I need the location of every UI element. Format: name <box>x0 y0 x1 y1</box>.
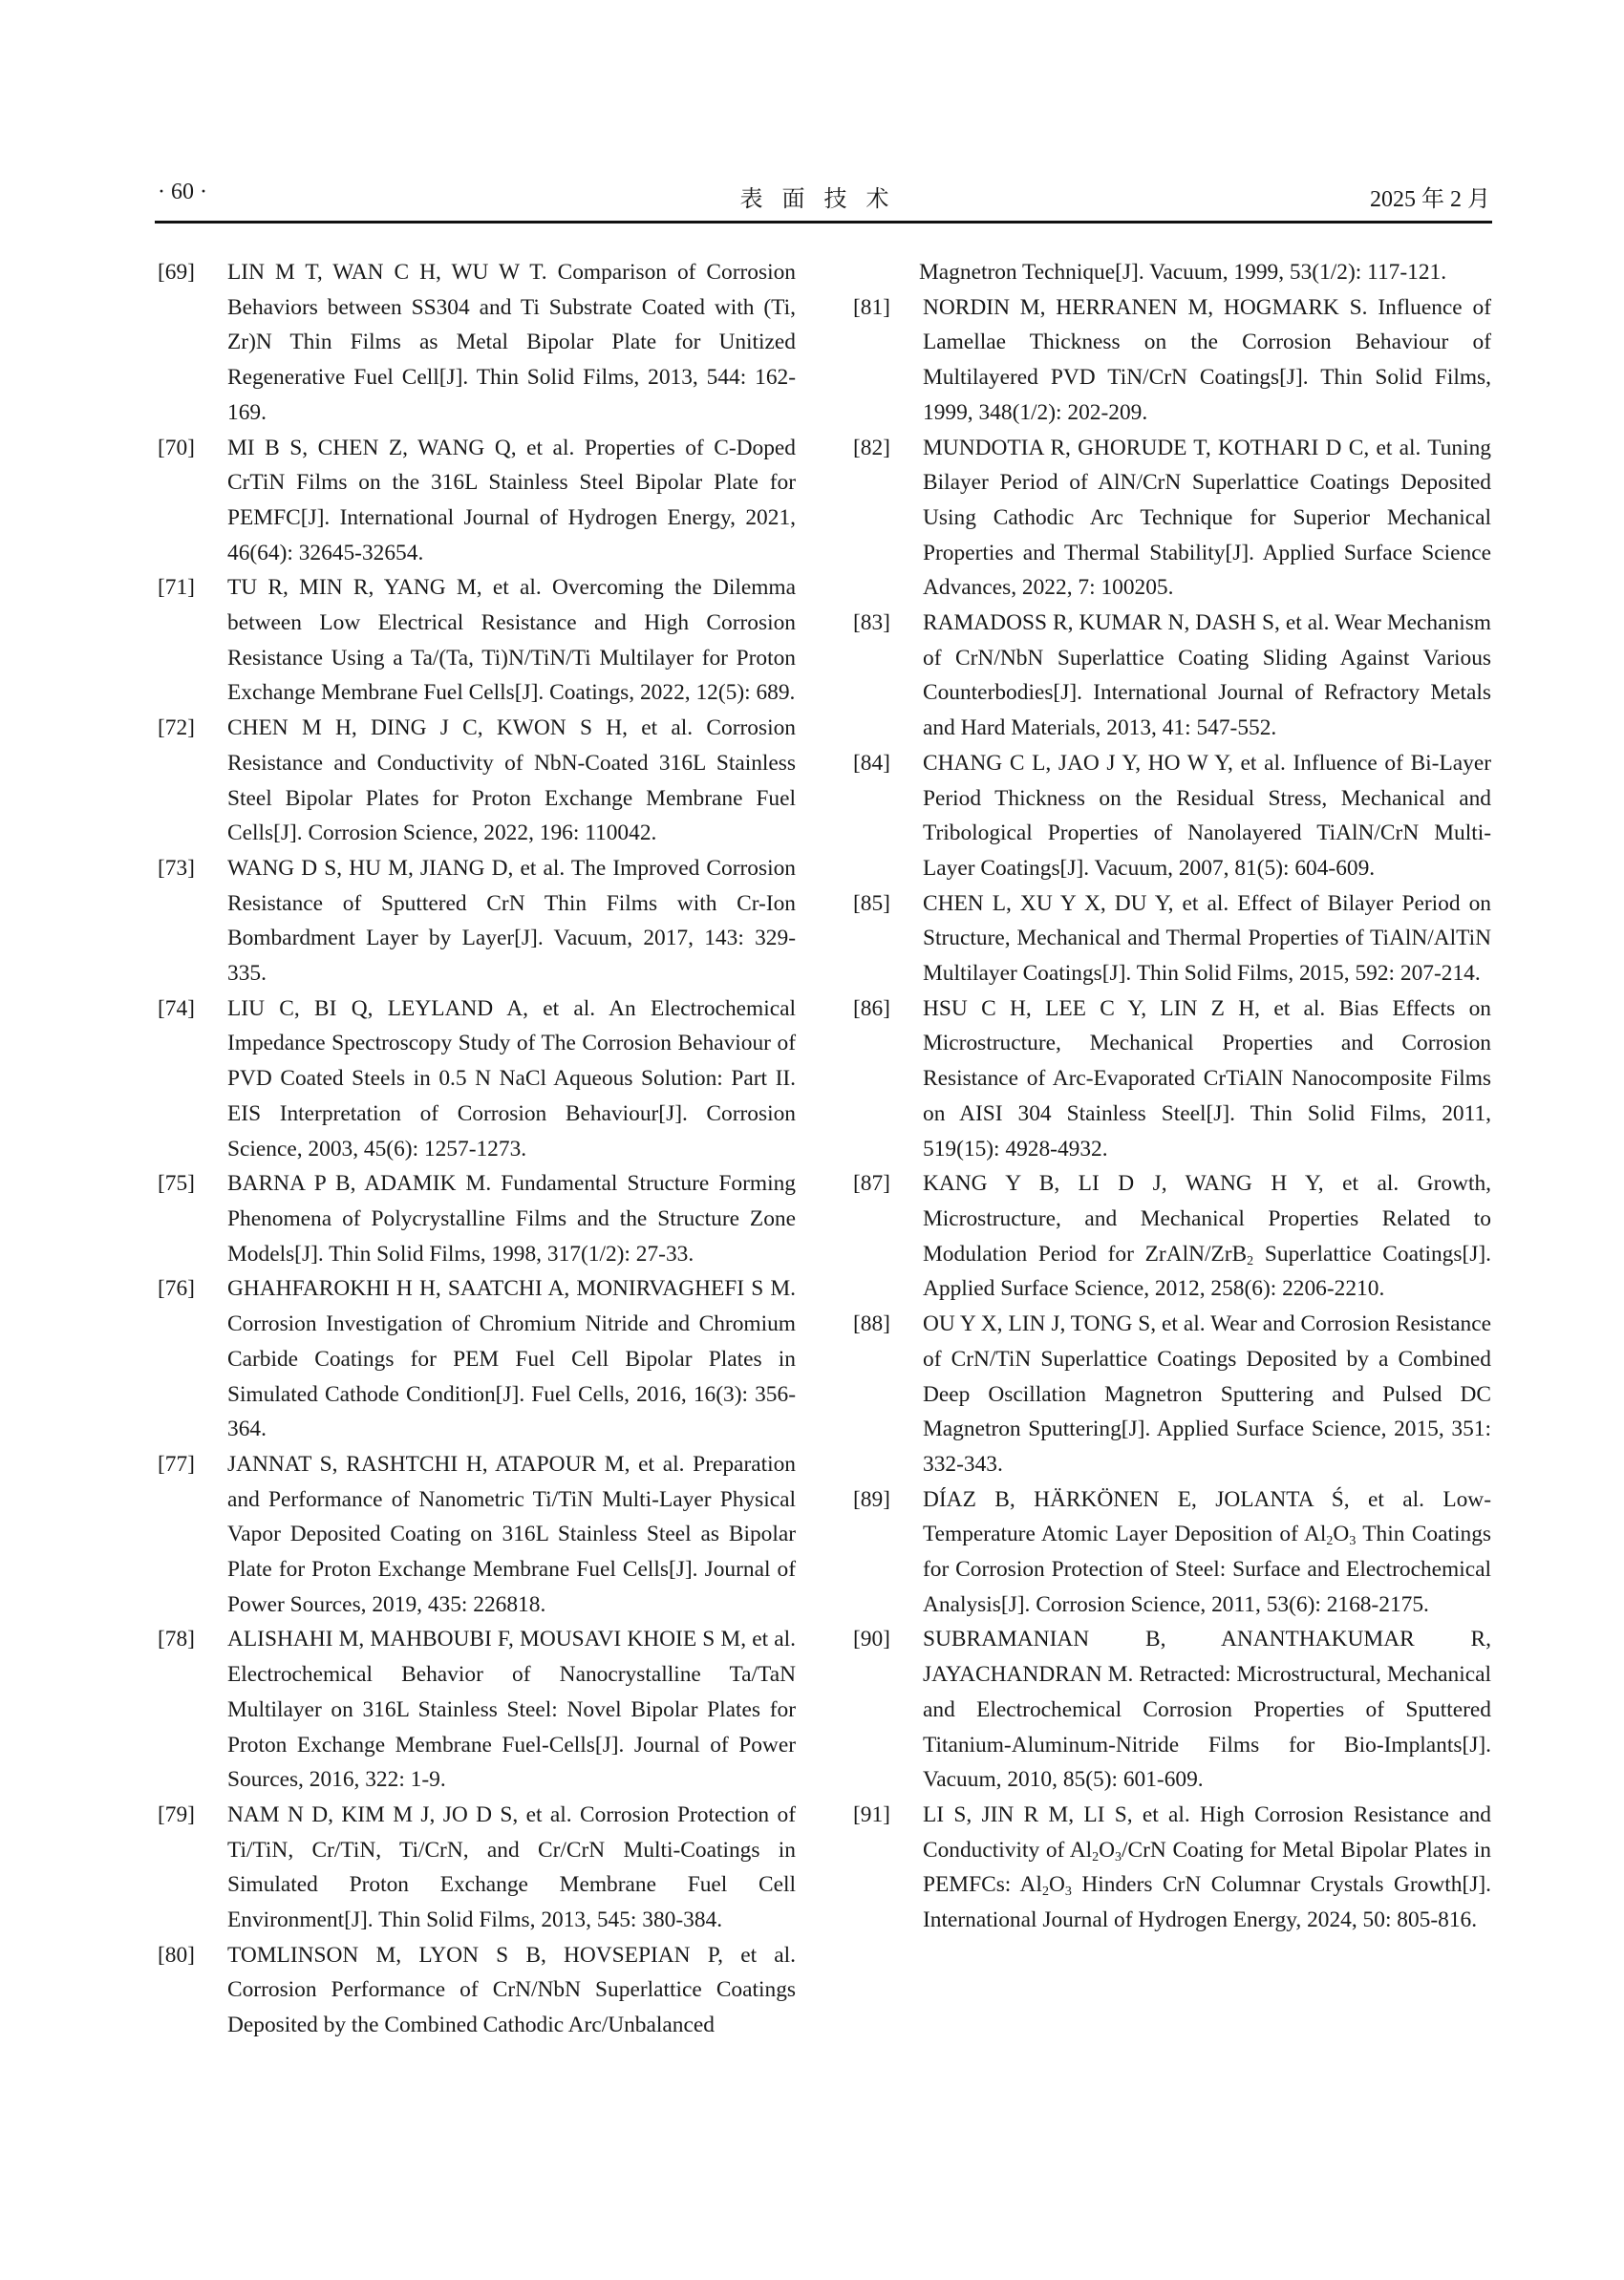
reference-entry <box>853 1307 1491 1482</box>
reference-text: CHANG C L, JAO J Y, HO W Y, et al. Influence of Bi-Layer Period Thickness on the Residual Stress, Mechanical and Tribological Properties of Nanolayered TiAlN/CrN Multi-Layer Coatings[J]. Vacuum, 2007, 81(5): 604-609. <box>923 750 1491 881</box>
reference-text: NAM N D, KIM M J, JO D S, et al. Corrosion Protection of Ti/TiN, Cr/TiN, Ti/CrN, and Cr/CrN Multi-Coatings in Simulated Proton Exchange Membrane Fuel Cell Environment[J]. Thin Solid Films, 2013, 545: 380-384. <box>227 1801 796 1933</box>
reference-text: LIU C, BI Q, LEYLAND A, et al. An Electrochemical Impedance Spectroscopy Study of The Corrosion Behaviour of PVD Coated Steels in 0.5 N NaCl Aqueous Solution: Part II. EIS Interpretation of Corrosion Behaviour[J]. Corrosion Science, 2003, 45(6): 1257-1273. <box>227 995 796 1161</box>
reference-entry <box>158 1447 796 1623</box>
references-left-column <box>158 255 796 2043</box>
reference-text: /CrN Coating for Metal Bipolar Plates in PEMFCs: Al <box>923 1837 1491 1898</box>
reference-number: [86] <box>853 995 890 1021</box>
reference-text: TOMLINSON M, LYON S B, HOVSEPIAN P, et al. Corrosion Performance of CrN/NbN Superlattice Coatings Deposited by the Combined Cathodic Arc/Unbalanced <box>227 1942 796 2038</box>
reference-entry <box>158 570 796 711</box>
reference-number: [73] <box>158 855 195 881</box>
reference-entry <box>853 1482 1491 1623</box>
reference-entry <box>853 431 1491 607</box>
reference-text: MUNDOTIA R, GHORUDE T, KOTHARI D C, et al. Tuning Bilayer Period of AlN/CrN Superlattice Coatings Deposited Using Cathodic Arc Technique for Superior Mechanical Properties and Thermal Stability[J]. Applied Surface Science Advances, 2022, 7: 100205. <box>923 435 1491 601</box>
reference-number: [82] <box>853 435 890 460</box>
reference-text: LI S, JIN R M, LI S, et al. High Corrosion Resistance and Conductivity of Al <box>923 1801 1491 1863</box>
reference-number: [72] <box>158 715 195 741</box>
reference-text: HSU C H, LEE C Y, LIN Z H, et al. Bias Effects on Microstructure, Mechanical Properties and Corrosion Resistance of Arc-Evaporated CrTiAlN Nanocomposite Films on AISI 304 Stainless Steel[J]. Thin Solid Films, 2011, 519(15): 4928-4932. <box>923 995 1491 1161</box>
subscript: 3 <box>1064 1885 1072 1900</box>
reference-text: JANNAT S, RASHTCHI H, ATAPOUR M, et al. Preparation and Performance of Nanometric Ti/TiN Multi-Layer Physical Vapor Deposited Coating on 316L Stainless Steel as Bipolar Plate for Proton Exchange Membrane Fuel Cells[J]. Journal of Power Sources, 2019, 435: 226818. <box>227 1451 796 1617</box>
reference-number: [75] <box>158 1171 195 1197</box>
reference-number: [76] <box>158 1276 195 1302</box>
reference-entry <box>158 1271 796 1447</box>
reference-entry <box>158 851 796 991</box>
reference-text: Thin Coatings for Corrosion Protection of Steel: Surface and Electrochemical Analysis[J]. Corrosion Science, 2011, 53(6): 2168-2175. <box>923 1522 1491 1617</box>
reference-text: O <box>1048 1872 1065 1898</box>
reference-number: [88] <box>853 1311 890 1337</box>
reference-number: [91] <box>853 1801 890 1827</box>
journal-title: 表面技术 <box>739 187 908 212</box>
reference-text: CHEN M H, DING J C, KWON S H, et al. Corrosion Resistance and Conductivity of NbN-Coated 316L Stainless Steel Bipolar Plates for Proton Exchange Membrane Fuel Cells[J]. Corrosion Science, 2022, 196: 110042. <box>227 715 796 846</box>
reference-text: WANG D S, HU M, JIANG D, et al. The Improved Corrosion Resistance of Sputtered CrN Thin Films with Cr-Ion Bombardment Layer by Layer[J]. Vacuum, 2017, 143: 329-335. <box>227 855 796 987</box>
reference-number: [90] <box>853 1627 890 1652</box>
reference-number: [87] <box>853 1171 890 1197</box>
reference-text: OU Y X, LIN J, TONG S, et al. Wear and Corrosion Resistance of CrN/TiN Superlattice Coatings Deposited by a Combined Deep Oscillation Magnetron Sputtering and Pulsed DC Magnetron Sputtering[J]. Applied Surface Science, 2015, 351: 332-343. <box>923 1311 1491 1477</box>
page-number: · 60 · <box>158 180 207 204</box>
reference-entry <box>158 431 796 571</box>
reference-entry <box>853 1166 1491 1307</box>
reference-number: [84] <box>853 750 890 776</box>
reference-text: GHAHFAROKHI H H, SAATCHI A, MONIRVAGHEFI S M. Corrosion Investigation of Chromium Nitride and Chromium Carbide Coatings for PEM Fuel Cell Bipolar Plates in Simulated Cathode Condition[J]. Fuel Cells, 2016, 16(3): 356-364. <box>227 1276 796 1442</box>
reference-text: SUBRAMANIAN B, ANANTHAKUMAR R, JAYACHANDRAN M. Retracted: Microstructural, Mechanical and Electrochemical Corrosion Properties of Sputtered Titanium-Aluminum-Nitride Films for Bio-Implants[J]. Vacuum, 2010, 85(5): 601-609. <box>923 1627 1491 1793</box>
reference-text: Hinders CrN Columnar Crystals Growth[J]. International Journal of Hydrogen Energy, 2024, 50: 805-816. <box>923 1872 1491 1933</box>
reference-text: DÍAZ B, HÄRKÖNEN E, JOLANTA Ś, et al. Low-Temperature Atomic Layer Deposition of Al <box>923 1486 1491 1547</box>
reference-entry <box>853 746 1491 886</box>
reference-text: LIN M T, WAN C H, WU W T. Comparison of Corrosion Behaviors between SS304 and Ti Substrate Coated with (Ti, Zr)N Thin Films as Metal Bipolar Plate for Unitized Regenerative Fuel Cell[J]. Thin Solid Films, 2013, 544: 162-169. <box>227 260 796 425</box>
references-right-column <box>853 255 1491 1938</box>
reference-entry <box>158 1622 796 1798</box>
subscript: 3 <box>1349 1534 1357 1549</box>
reference-number: [81] <box>853 294 890 320</box>
subscript: 2 <box>1041 1885 1049 1900</box>
subscript: 3 <box>1115 1849 1122 1864</box>
reference-text: O <box>1099 1837 1115 1863</box>
reference-number: [77] <box>158 1451 195 1477</box>
reference-number: [69] <box>158 260 195 285</box>
reference-text: CHEN L, XU Y X, DU Y, et al. Effect of Bilayer Period on Structure, Mechanical and Thermal Properties of TiAlN/AlTiN Multilayer Coatings[J]. Thin Solid Films, 2015, 592: 207-214. <box>923 890 1491 987</box>
reference-number: [79] <box>158 1801 195 1827</box>
header-rule <box>155 221 1492 224</box>
reference-entry <box>853 886 1491 991</box>
reference-entry <box>853 290 1491 431</box>
reference-text: RAMADOSS R, KUMAR N, DASH S, et al. Wear Mechanism of CrN/NbN Superlattice Coating Sliding Against Various Counterbodies[J]. International Journal of Refractory Metals and Hard Materials, 2013, 41: 547-552. <box>923 610 1491 741</box>
reference-number: [85] <box>853 890 890 916</box>
reference-entry <box>158 711 796 851</box>
reference-text: KANG Y B, LI D J, WANG H Y, et al. Growth, Microstructure, and Mechanical Properties Related to Modulation Period for ZrAlN/ZrB <box>923 1171 1491 1267</box>
reference-text: NORDIN M, HERRANEN M, HOGMARK S. Influence of Lamellae Thickness on the Corrosion Behaviour of Multilayered PVD TiN/CrN Coatings[J]. Thin Solid Films, 1999, 348(1/2): 202-209. <box>923 294 1491 425</box>
reference-number: [70] <box>158 435 195 460</box>
reference-entry <box>158 255 796 431</box>
reference-text: ALISHAHI M, MAHBOUBI F, MOUSAVI KHOIE S M, et al. Electrochemical Behavior of Nanocrystalline Ta/TaN Multilayer on 316L Stainless Steel: Novel Bipolar Plates for Proton Exchange Membrane Fuel-Cells[J]. Journal of Power Sources, 2016, 322: 1-9. <box>227 1627 796 1793</box>
issue-date: 2025 年 2 月 <box>1370 187 1490 212</box>
reference-entry <box>853 606 1491 746</box>
running-header <box>158 180 1490 214</box>
reference-number: [89] <box>853 1486 890 1512</box>
reference-entry <box>158 1938 796 2043</box>
reference-entry <box>158 1166 796 1271</box>
reference-number: [83] <box>853 610 890 636</box>
reference-number: [80] <box>158 1942 195 1968</box>
subscript: 2 <box>1247 1253 1254 1268</box>
subscript: 2 <box>1326 1534 1334 1549</box>
reference-number: [78] <box>158 1627 195 1652</box>
reference-number: [74] <box>158 995 195 1021</box>
reference-text: O <box>1333 1522 1350 1547</box>
reference-text: MI B S, CHEN Z, WANG Q, et al. Properties of C-Doped CrTiN Films on the 316L Stainless Steel Bipolar Plate for PEMFC[J]. International Journal of Hydrogen Energy, 2021, 46(64): 32645-32654. <box>227 435 796 565</box>
reference-text: Superlattice Coatings[J]. Applied Surface Science, 2012, 258(6): 2206-2210. <box>923 1241 1492 1302</box>
reference-entry <box>853 1622 1491 1798</box>
reference-continuation: Magnetron Technique[J]. Vacuum, 1999, 53(1/2): 117-121. <box>919 260 1447 285</box>
reference-text: BARNA P B, ADAMIK M. Fundamental Structure Forming Phenomena of Polycrystalline Films and the Structure Zone Models[J]. Thin Solid Films, 1998, 317(1/2): 27-33. <box>227 1171 796 1267</box>
reference-entry <box>853 991 1491 1167</box>
reference-entry <box>158 1798 796 1938</box>
reference-text: TU R, MIN R, YANG M, et al. Overcoming the Dilemma between Low Electrical Resistance and High Corrosion Resistance Using a Ta/(Ta, Ti)N/TiN/Ti Multilayer for Proton Exchange Membrane Fuel Cells[J]. Coatings, 2022, 12(5): 689. <box>227 575 796 706</box>
subscript: 2 <box>1092 1849 1100 1864</box>
reference-entry <box>853 1798 1491 1938</box>
reference-entry <box>158 991 796 1167</box>
reference-number: [71] <box>158 575 195 601</box>
